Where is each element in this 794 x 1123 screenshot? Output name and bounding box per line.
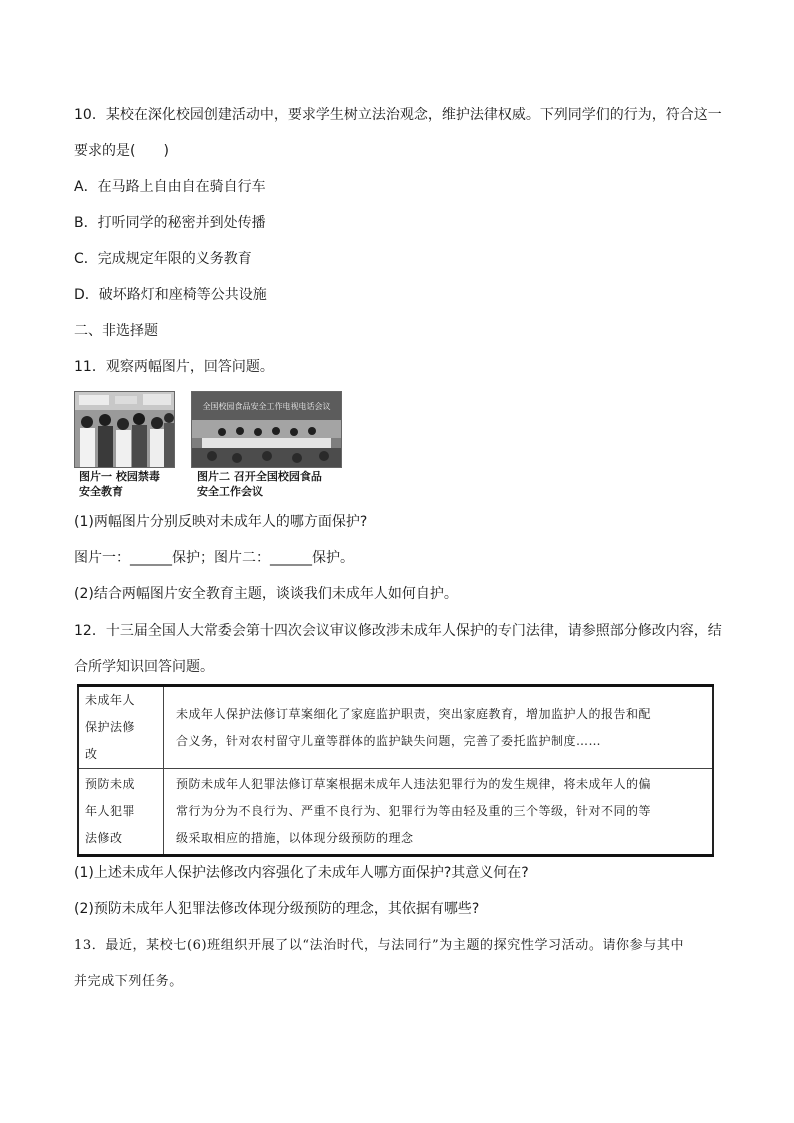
photo-crowd-image: [75, 392, 174, 467]
q10-stem-line1: 10．某校在深化校园创建活动中，要求学生树立法治观念，维护法律权威。下列同学们的行为，符合这一: [74, 107, 722, 123]
q13-line1: 13．最近，某校七(6)班组织开展了以“法治时代，与法同行”为主题的探究性学习活动。请你参与其中: [74, 938, 685, 953]
q11-fill-blank: 图片一：______保护；图片二：______保护。: [74, 550, 354, 566]
row1-header-line: 保护法修: [85, 720, 136, 734]
q11-sub2: (2)结合两幅图片安全教育主题，谈谈我们未成年人如何自护。: [74, 586, 458, 602]
photo-food-safety-meeting: [191, 391, 342, 468]
q10-option-b: B．打听同学的秘密并到处传播: [74, 215, 266, 231]
table-row: [78, 769, 713, 856]
q10-option-c: C．完成规定年限的义务教育: [74, 251, 252, 267]
q13-line2: 并完成下列任务。: [74, 974, 183, 989]
photo1-caption-line2: 安全教育: [79, 485, 123, 498]
table-row: [78, 686, 713, 769]
q12-sub1: (1)上述未成年人保护法修改内容强化了未成年人哪方面保护?其意义何在?: [74, 865, 529, 881]
row1-header: [78, 686, 164, 769]
row1-content: [164, 686, 714, 769]
row2-content-line: 级采取相应的措施，以体现分级预防的理念: [176, 831, 414, 845]
law-revision-table: [77, 684, 714, 857]
row2-content: [164, 769, 714, 856]
section-title: 二、非选择题: [74, 323, 158, 339]
photo-campus-drug-education: [74, 391, 175, 468]
row1-header-line: 改: [85, 747, 98, 761]
q10-stem-line2: 要求的是( ): [74, 143, 169, 159]
row1-content-line: 未成年人保护法修订草案细化了家庭监护职责，突出家庭教育，增加监护人的报告和配: [176, 706, 652, 721]
photo2-banner-text: 全国校园食品安全工作电视电话会议: [202, 402, 331, 411]
q12-stem-line1: 12．十三届全国人大常委会第十四次会议审议修改涉未成年人保护的专门法律，请参照部分修改内容，结: [74, 623, 722, 639]
photo1-caption-line1: 图片一 校园禁毒: [79, 470, 160, 483]
q11-sub1: (1)两幅图片分别反映对未成年人的哪方面保护?: [74, 514, 368, 530]
row2-content-line: 常行为分为不良行为、严重不良行为、犯罪行为等由轻及重的三个等级，针对不同的等: [176, 804, 652, 818]
q12-sub2: (2)预防未成年人犯罪法修改体现分级预防的理念，其依据有哪些?: [74, 901, 480, 917]
row2-content-line: 预防未成年人犯罪法修订草案根据未成年人违法犯罪行为的发生规律，将未成年人的偏: [176, 777, 652, 791]
row2-header-line: 年人犯罪: [85, 804, 136, 818]
photo2-caption-line1: 图片二 召开全国校园食品: [197, 470, 322, 483]
row2-header-line: 法修改: [85, 831, 123, 845]
row2-header: [78, 769, 164, 856]
q10-option-d: D．破坏路灯和座椅等公共设施: [74, 287, 267, 303]
q10-option-a: A．在马路上自由自在骑自行车: [74, 179, 266, 195]
q11-stem: 11．观察两幅图片，回答问题。: [74, 359, 274, 375]
row1-content-line: 合义务，针对农村留守儿童等群体的监护缺失问题，完善了委托监护制度……: [176, 733, 602, 748]
row2-header-line: 预防未成: [85, 777, 136, 791]
row1-header-line: 未成年人: [85, 693, 136, 707]
q12-stem-line2: 合所学知识回答问题。: [74, 659, 214, 675]
photo2-caption-line2: 安全工作会议: [197, 485, 263, 498]
